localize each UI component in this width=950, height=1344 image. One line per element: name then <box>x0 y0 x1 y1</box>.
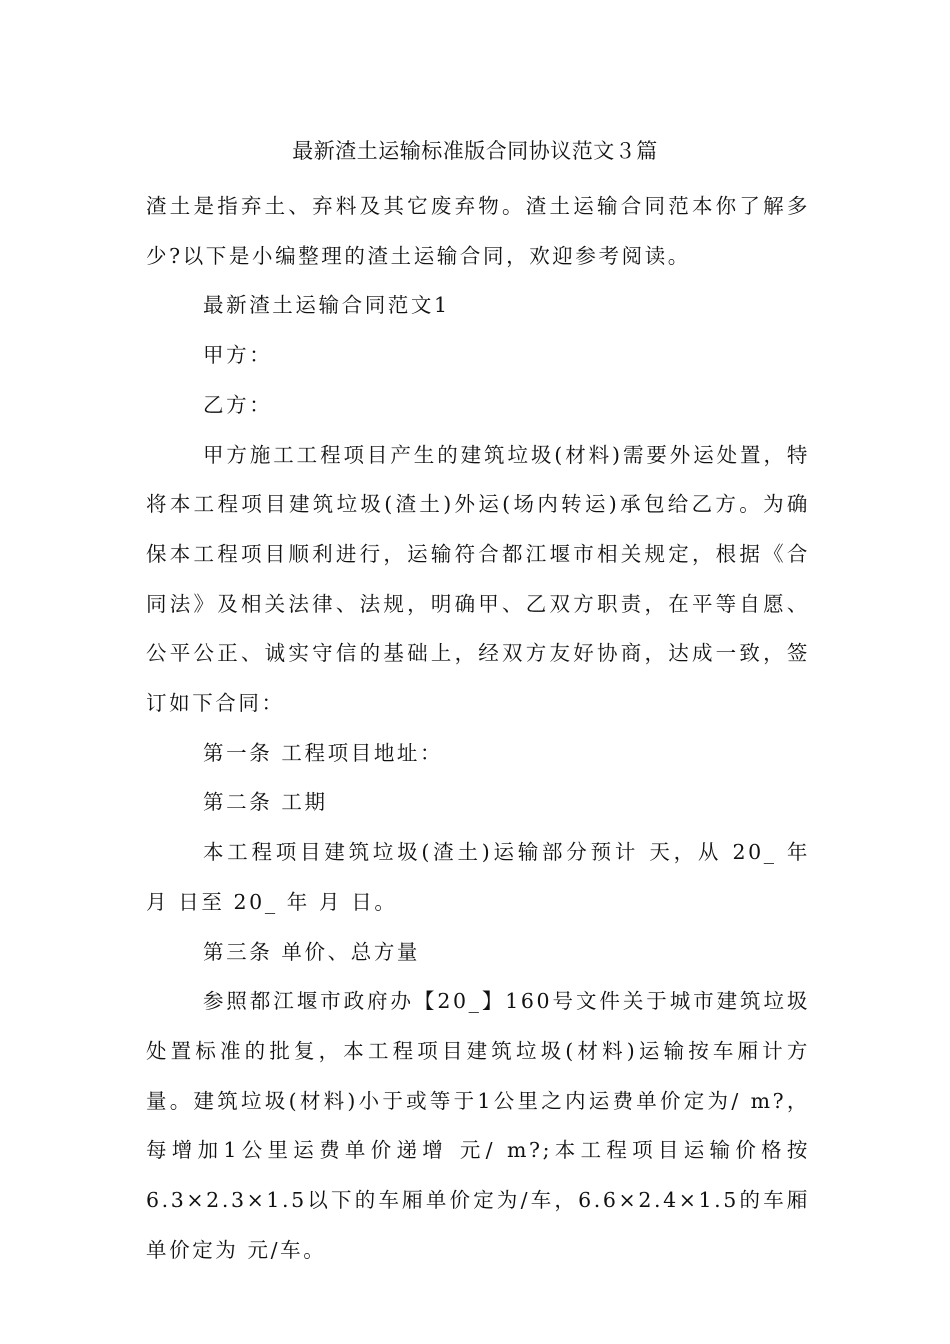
article-2-paragraph: 本工程项目建筑垃圾(渣土)运输部分预计 天，从 20_ 年 月 日至 20_ 年 月 日。 <box>146 840 810 914</box>
article-2-heading: 第二条 工期 <box>203 790 328 815</box>
article-3-paragraph: 参照都江堰市政府办【20_】160号文件关于城市建筑垃圾处置标准的批复，本工程项目建筑垃圾(材料)运输按车厢计方量。建筑垃圾(材料)小于或等于1公里之内运费单价定为/ m?，每增加1公里运费单价递增 元/ m?;本工程项目运输价格按6.3×2.3×1.5以下的车厢单价定为/车，6.6×2.4×1.5的车厢单价定为 元/车。 <box>146 989 810 1262</box>
party-b-line: 乙方： <box>203 392 273 417</box>
article-1-heading: 第一条 工程项目地址： <box>203 740 444 765</box>
document-title: 最新渣土运输标准版合同协议范文３篇 <box>292 139 658 163</box>
document-body <box>146 182 810 1275</box>
party-a-line: 甲方： <box>203 343 273 368</box>
intro-paragraph: 渣土是指弃土、弃料及其它废弃物。渣土运输合同范本你了解多少?以下是小编整理的渣土运输合同，欢迎参考阅读。 <box>146 194 810 268</box>
section-heading: 最新渣土运输合同范文1 <box>203 293 450 318</box>
preamble-paragraph: 甲方施工工程项目产生的建筑垃圾(材料)需要外运处置，特将本工程项目建筑垃圾(渣土)外运(场内转运)承包给乙方。为确保本工程项目顺利进行，运输符合都江堰市相关规定，根据《合同法》及相关法律、法规，明确甲、乙双方职责，在平等自愿、公平公正、诚实守信的基础上，经双方友好协商，达成一致，签订如下合同： <box>146 442 810 716</box>
article-3-heading: 第三条 单价、总方量 <box>203 939 421 964</box>
